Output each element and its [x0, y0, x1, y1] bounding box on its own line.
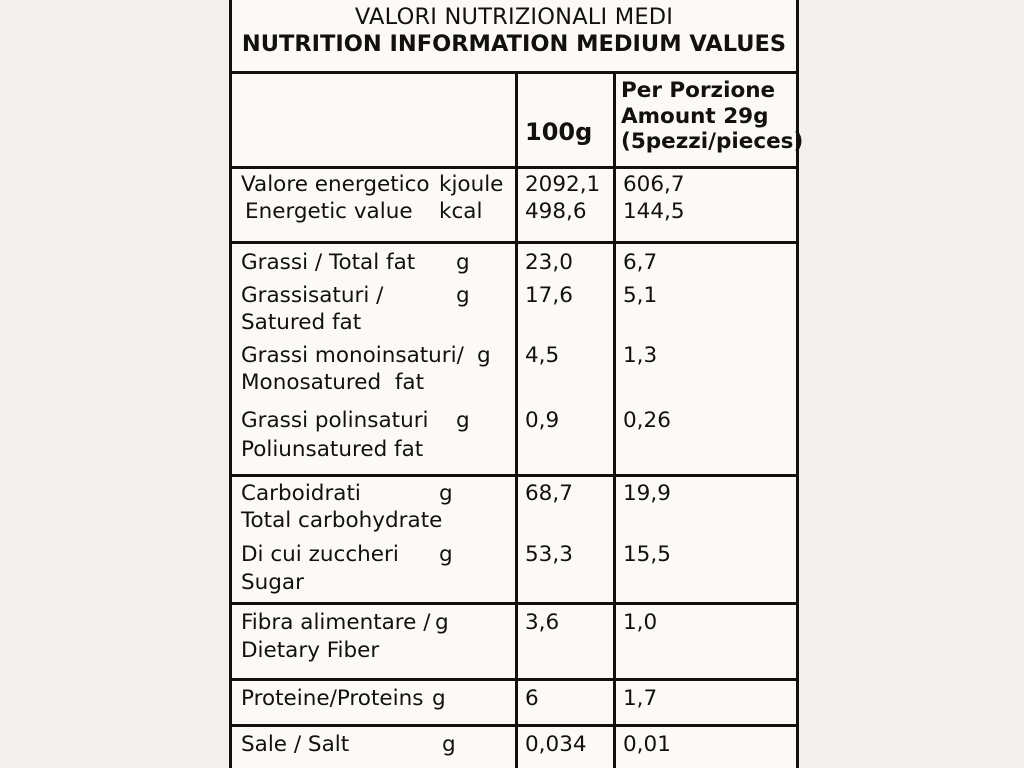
row-protein-name: Proteine/Proteins — [241, 686, 424, 711]
row-salt-unit: g — [442, 732, 456, 757]
rule-after-protein — [229, 724, 799, 727]
row-sugar-name-it: Di cui zuccheri — [241, 542, 399, 567]
row-sugar-portion: 15,5 — [623, 542, 671, 567]
row-energy-unit-kcal: kcal — [439, 199, 483, 224]
row-protein-unit: g — [432, 686, 446, 711]
header-per-100g: 100g — [525, 118, 593, 146]
row-carbs-name-en: Total carbohydrate — [241, 508, 443, 533]
row-sugar-name-en: Sugar — [241, 570, 304, 595]
row-salt-name: Sale / Salt — [241, 732, 350, 757]
table-title — [229, 4, 799, 58]
row-energy-unit-kj: kjoule — [439, 172, 504, 197]
row-energy-name-en: Energetic value — [245, 199, 413, 224]
row-satfat-unit: g — [456, 283, 470, 308]
row-polyfat-unit: g — [456, 408, 470, 433]
row-energy-name-it: Valore energetico — [241, 172, 430, 197]
header-portion-line3: (5pezzi/pieces) — [621, 129, 804, 154]
row-carbs-100g: 68,7 — [525, 481, 573, 506]
row-fiber-portion: 1,0 — [623, 610, 658, 635]
row-sugar-100g: 53,3 — [525, 542, 573, 567]
header-portion-line2: Amount 29g — [621, 103, 769, 129]
row-fat-100g: 23,0 — [525, 250, 573, 275]
row-fat-unit: g — [456, 250, 470, 275]
rule-header-top — [229, 71, 799, 74]
header-per-portion — [621, 78, 804, 155]
row-satfat-portion: 5,1 — [623, 283, 658, 308]
row-satfat-name-it: Grassisaturi / — [241, 283, 384, 308]
row-salt-100g: 0,034 — [525, 732, 587, 757]
column-rule-left — [515, 71, 518, 768]
row-fiber-unit: g — [435, 610, 449, 635]
row-protein-100g: 6 — [525, 686, 539, 711]
title-english: NUTRITION INFORMATION MEDIUM VALUES — [241, 31, 787, 57]
row-carbs-portion: 19,9 — [623, 481, 671, 506]
row-monofat-portion: 1,3 — [623, 343, 658, 368]
row-fiber-name-en: Dietary Fiber — [241, 638, 380, 663]
row-polyfat-name-en: Poliunsatured fat — [241, 437, 424, 462]
row-satfat-name-en: Satured fat — [241, 310, 362, 335]
row-fat-name: Grassi / Total fat — [241, 250, 416, 275]
row-carbs-name-it: Carboidrati — [241, 481, 361, 506]
row-fiber-name-it: Fibra alimentare / — [241, 610, 431, 635]
rule-header-bottom — [229, 166, 799, 169]
rule-after-energy — [229, 241, 799, 244]
row-energy-100g-kj: 2092,1 — [525, 172, 601, 197]
row-carbs-unit: g — [439, 481, 453, 506]
table-border-left — [229, 0, 232, 768]
rule-after-carbs — [229, 602, 799, 605]
rule-after-fiber — [229, 678, 799, 681]
row-polyfat-100g: 0,9 — [525, 408, 560, 433]
row-polyfat-portion: 0,26 — [623, 408, 671, 433]
rule-after-fats — [229, 474, 799, 477]
row-polyfat-name-it: Grassi polinsaturi — [241, 408, 429, 433]
row-fiber-100g: 3,6 — [525, 610, 560, 635]
row-protein-portion: 1,7 — [623, 686, 658, 711]
row-fat-portion: 6,7 — [623, 250, 658, 275]
row-satfat-100g: 17,6 — [525, 283, 573, 308]
row-energy-100g-kcal: 498,6 — [525, 199, 587, 224]
row-energy-portion-kj: 606,7 — [623, 172, 685, 197]
nutrition-table — [229, 0, 804, 768]
title-italian: VALORI NUTRIZIONALI MEDI — [354, 4, 674, 30]
row-energy-portion-kcal: 144,5 — [623, 199, 685, 224]
row-salt-portion: 0,01 — [623, 732, 671, 757]
row-sugar-unit: g — [439, 542, 453, 567]
column-rule-right — [613, 71, 616, 768]
row-monofat-unit: g — [477, 343, 491, 368]
row-monofat-100g: 4,5 — [525, 343, 560, 368]
header-portion-line1: Per Porzione — [621, 78, 776, 103]
row-monofat-name-en: Monosatured fat — [241, 370, 425, 395]
row-monofat-name-it: Grassi monoinsaturi/ — [241, 343, 464, 368]
